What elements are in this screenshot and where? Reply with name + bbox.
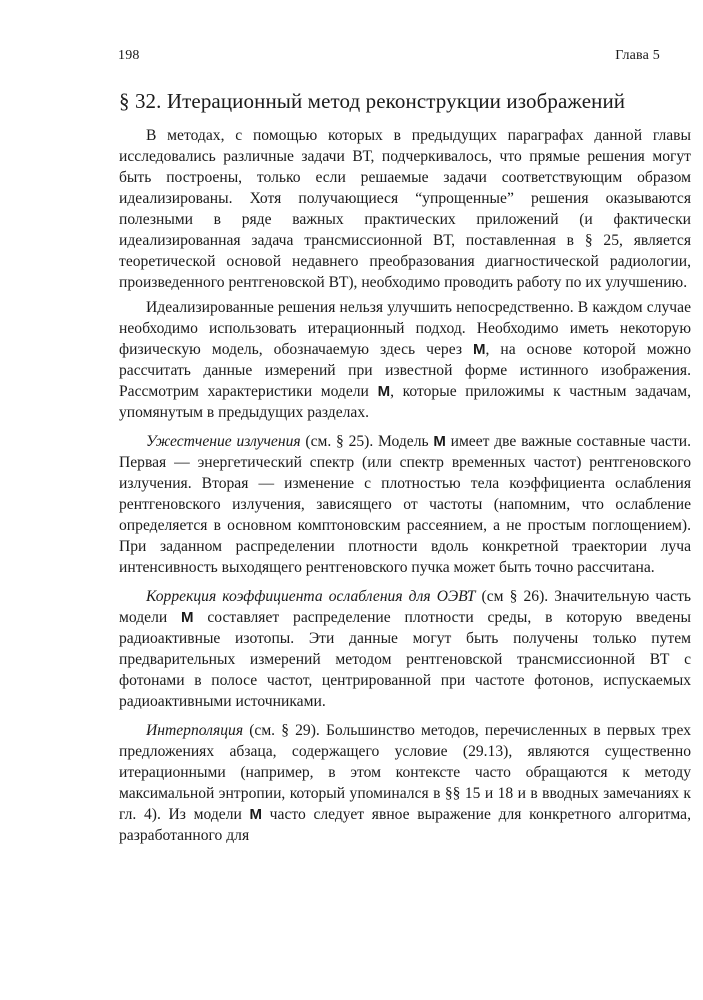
paragraph-3-part-a: (см. § 25). Модель (300, 433, 434, 450)
paragraph-2-part-b: , на основе которой можно рассчитать данные измерений при известной форме истинного изображения. Рассмотрим характеристики модели (119, 341, 692, 400)
chapter-label: Глава 5 (615, 48, 660, 63)
paragraph-4-lead: Коррекция коэффициента ослабления для ОЭВТ (146, 588, 476, 605)
paragraph-4 (119, 586, 691, 712)
paragraph-5-part-b: часто следует явное выражение для конкретного алгоритма, разработанного для (119, 806, 691, 844)
paragraph-3-part-b: имеет две важные составные части. Первая — энергетический спектр (или спектр временных частот) рентгеновского излучения. Вторая — изменение с плотностью тела коэффициента ослабления рентгеновского излучения, зависящего от частоты (напомним, что ослабление определяется в основном комптоновским рассеянием, а не простым поглощением). При заданном распределении плотности вдоль конкретной траектории луча интенсивность выходящего рентгеновского пучка может быть точно рассчитана. (119, 433, 692, 576)
model-symbol: М (433, 433, 446, 450)
paragraph-5-part-a: (см. § 29). Большинство методов, перечисленных в первых трех предложениях абзаца, содержащего условие (29.13), являются существенно итерационными (например, в этом контексте часто обращаются к методу максимальной энтропии, который упоминался в §§ 15 и 18 и в вводных замечаниях к гл. 4). Из модели (119, 722, 691, 823)
section-title: § 32. Итерационный метод реконструкции изображений (119, 89, 626, 113)
paragraph-2 (119, 297, 691, 423)
model-symbol: М (181, 609, 194, 626)
running-header (118, 46, 660, 66)
paragraph-4-part-a: (см § 26). Значительную часть модели (119, 588, 691, 626)
body-text (119, 125, 691, 850)
model-symbol: М (377, 383, 391, 400)
paragraph-1: В методах, с помощью которых в предыдущих параграфах данной главы исследовались различные задачи ВТ, подчеркивалось, что прямые решения могут быть построены, только если решаемые задачи соответствующим образом идеализированы. Хотя получающиеся “упрощенные” решения оказываются полезными в ряде важных практических приложений (и фактически идеализированная задача трансмиссионной ВТ, поставленная в § 25, является теоретической основой недавнего преобразования диагностической радиологии, произведенного рентгеновской ВТ), необходимо проводить работу по их улучшению. (119, 127, 691, 291)
paragraph-5 (119, 720, 691, 846)
paragraph-3 (119, 431, 691, 578)
paragraph-2-part-c: , которые приложимы к частным задачам, упомянутым в предыдущих разделах. (119, 383, 691, 421)
paragraph-5-lead: Интерполяция (146, 722, 244, 739)
paragraph-2-part-a: Идеализированные решения нельзя улучшить непосредственно. В каждом случае необходимо использовать итерационный подход. Необходимо иметь некоторую физическую модель, обозначаемую здесь через (119, 299, 691, 358)
page-number: 198 (118, 48, 140, 63)
model-symbol: М (473, 341, 486, 358)
paragraph-3-lead: Ужестчение излучения (146, 433, 301, 450)
model-symbol: М (249, 806, 262, 823)
paragraph-4-part-b: составляет распределение плотности среды, в которую введены радиоактивные изотопы. Эти данные могут быть получены только путем предварительных измерений методом рентгеновской трансмиссионной ВТ с фотонами в полосе частот, центрированной при частоте фотонов, испускаемых радиоактивными источниками. (119, 609, 691, 710)
